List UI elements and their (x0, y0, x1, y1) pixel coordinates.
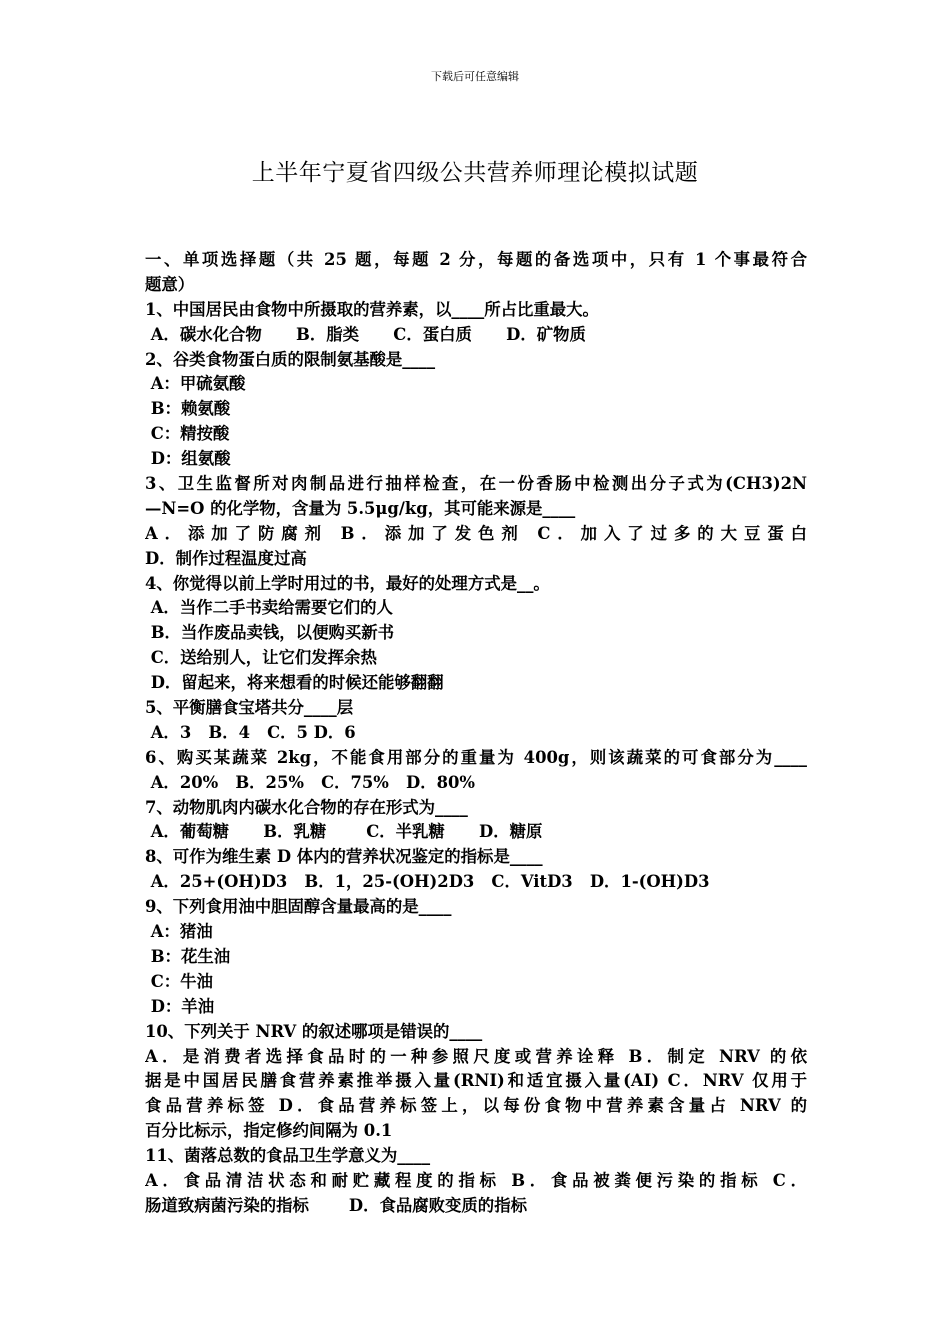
q7-options: A．葡萄糖 B．乳糖 C．半乳糖 D．糖原 (145, 822, 543, 842)
q10-options-3: 食品营养标签 D．食品营养标签上，以每份食物中营养素含量占 NRV 的 (145, 1096, 807, 1116)
q3-options: A．添加了防腐剂 B．添加了发色剂 C．加入了过多的大豆蛋白 (145, 523, 807, 543)
q3-options-cont: D．制作过程温度过高 (145, 548, 307, 568)
question-1: 1、中国居民由食物中所摄取的营养素，以____所占比重最大。 (145, 299, 599, 319)
q4-option-b: B．当作废品卖钱，以便购买新书 (145, 623, 395, 643)
q2-option-c: C：精按酸 (145, 424, 230, 444)
question-3-cont: —N=O 的化学物，含量为 5.5μg/kg，其可能来源是____ (145, 498, 576, 518)
q9-option-c: C：牛油 (145, 971, 213, 991)
q4-option-c: C．送给别人，让它们发挥余热 (145, 648, 377, 668)
q4-option-a: A．当作二手书卖给需要它们的人 (145, 598, 393, 618)
question-7: 7、动物肌肉内碳水化合物的存在形式为____ (145, 797, 468, 817)
question-4: 4、你觉得以前上学时用过的书，最好的处理方式是__。 (145, 573, 550, 593)
document-title: 上半年宁夏省四级公共营养师理论模拟试题 (251, 160, 699, 186)
question-6: 6、购买某蔬菜 2kg，不能食用部分的重量为 400g，则该蔬菜的可食部分为____ (145, 747, 807, 767)
section-heading-cont: 题意） (145, 274, 195, 294)
section-heading: 一、单项选择题（共 25 题，每题 2 分，每题的备选项中，只有 1 个事最符合 (145, 250, 807, 269)
page-header: 下载后可任意编辑 (431, 70, 519, 83)
q11-options-2: 肠道致病菌污染的指标 D．食品腐败变质的指标 (145, 1195, 527, 1215)
q9-option-d: D：羊油 (145, 996, 215, 1016)
q11-options-1: A．食品清洁状态和耐贮藏程度的指标 B．食品被粪便污染的指标 C． (145, 1170, 807, 1190)
q10-options-1: A．是消费者选择食品时的一种参照尺度或营养诠释 B．制定 NRV 的依 (145, 1046, 807, 1066)
q6-options: A．20% B．25% C．75% D．80% (145, 772, 475, 792)
question-5: 5、平衡膳食宝塔共分____层 (145, 698, 354, 718)
q9-option-a: A：猪油 (145, 922, 213, 942)
q9-option-b: B：花生油 (145, 946, 231, 966)
question-2: 2、谷类食物蛋白质的限制氨基酸是____ (145, 349, 436, 369)
q10-options-2: 据是中国居民膳食营养素推举摄入量(RNI)和适宜摄入量(AI) C．NRV 仅用于 (145, 1071, 807, 1091)
q10-options-4: 百分比标示，指定修约间隔为 0.1 (145, 1121, 393, 1141)
question-3: 3、卫生监督所对肉制品进行抽样检查，在一份香肠中检测出分子式为(CH3)2N (145, 474, 807, 494)
q4-option-d: D．留起来，将来想看的时候还能够翻翻 (145, 673, 444, 693)
exam-content (145, 248, 807, 1219)
question-10: 10、下列关于 NRV 的叙述哪项是错误的____ (145, 1021, 483, 1041)
q1-options: A．碳水化合物 B．脂类 C．蛋白质 D．矿物质 (145, 324, 586, 344)
q2-option-a: A：甲硫氨酸 (145, 374, 246, 394)
q5-options: A．3 B．4 C．5 D．6 (145, 722, 356, 742)
q2-option-b: B：赖氨酸 (145, 399, 231, 419)
question-9: 9、下列食用油中胆固醇含量最高的是____ (145, 897, 452, 917)
question-8: 8、可作为维生素 D 体内的营养状况鉴定的指标是____ (145, 847, 543, 867)
q2-option-d: D：组氨酸 (145, 449, 231, 469)
q8-options: A．25+(OH)D3 B．1，25-(OH)2D3 C．VitD3 D．1-(OH)D3 (145, 872, 710, 892)
question-11: 11、菌落总数的食品卫生学意义为____ (145, 1146, 431, 1166)
